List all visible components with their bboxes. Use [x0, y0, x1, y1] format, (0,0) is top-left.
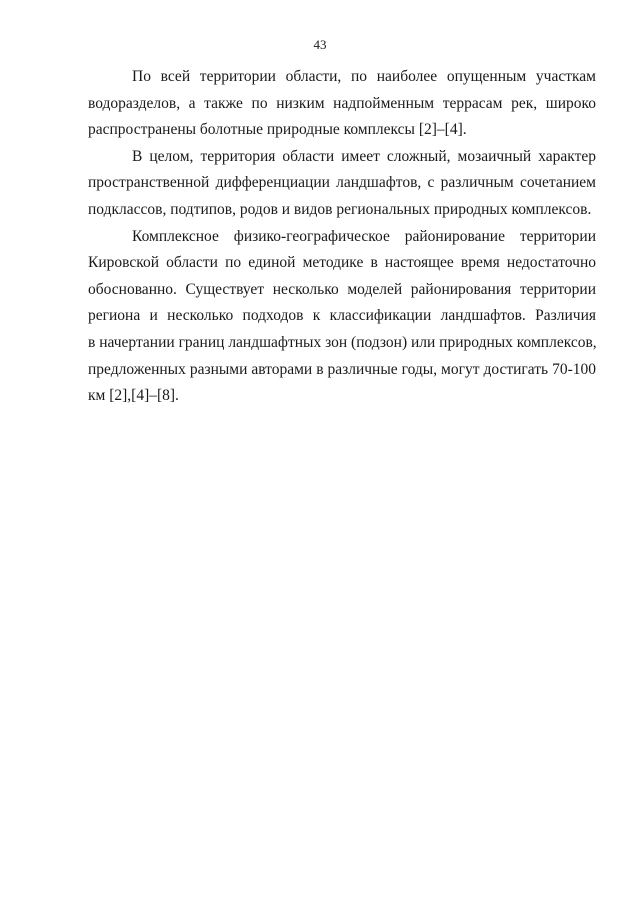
- text-line: водоразделов, а также по низким надпойменным террасам рек, широко: [88, 94, 596, 112]
- text-line: Кировской области по единой методике в настоящее время недостаточно: [88, 254, 596, 272]
- paragraph: [88, 64, 596, 144]
- paragraph: [88, 144, 596, 224]
- text-line: региона и несколько подходов к классификации ландшафтов. Различия: [88, 307, 596, 325]
- text-line: в начертании границ ландшафтных зон (подзон) или природных комплексов,: [88, 333, 597, 351]
- paragraph: [88, 224, 596, 410]
- text-line: обоснованно. Существует несколько моделей районирования территории: [88, 280, 596, 298]
- body-text: [88, 64, 596, 410]
- text-line: подклассов, подтипов, родов и видов региональных природных комплексов.: [88, 200, 592, 218]
- text-line: предложенных разными авторами в различные годы, могут достигать 70-100: [88, 360, 596, 378]
- page-number: 43: [313, 37, 327, 52]
- text-line: Комплексное физико-географическое районирование территории: [132, 227, 596, 245]
- text-line: км [2],[4]–[8].: [88, 387, 179, 405]
- text-line: По всей территории области, по наиболее опущенным участкам: [132, 68, 596, 85]
- text-line: пространственной дифференциации ландшафтов, с различным сочетанием: [88, 174, 596, 192]
- text-line: В целом, территория области имеет сложный, мозаичный характер: [132, 147, 596, 165]
- text-line: распространены болотные природные комплексы [2]–[4].: [88, 121, 467, 139]
